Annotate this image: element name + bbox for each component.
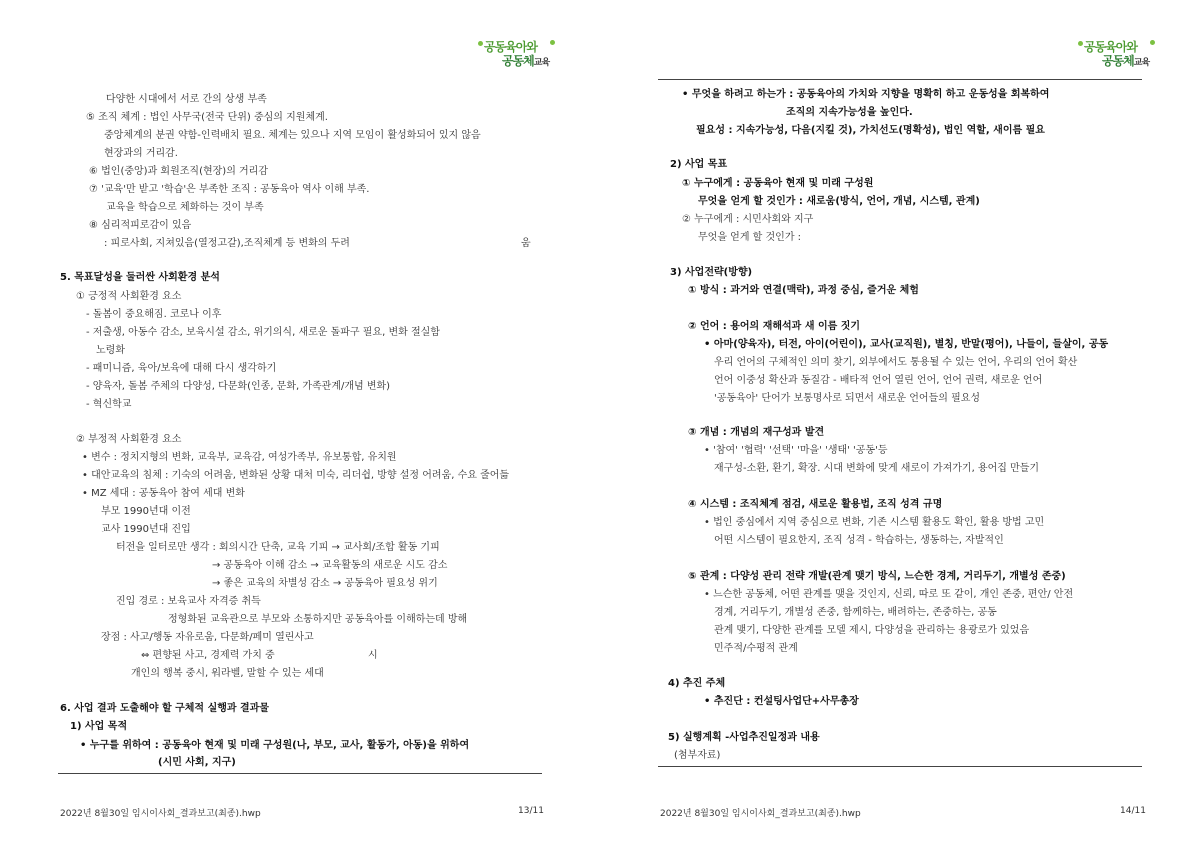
footer-page-number: 14/11 bbox=[1120, 806, 1146, 816]
divider-line bbox=[58, 773, 542, 774]
text-line: 진입 경로 : 보육교사 자격증 취득 bbox=[116, 596, 261, 607]
document-page-14 bbox=[600, 0, 1200, 849]
text-line: 교육을 학습으로 체화하는 것이 부족 bbox=[106, 202, 264, 213]
text-line: 터전을 일터로만 생각 : 회의시간 단축, 교육 기피 → 교사회/조합 활동 기피 bbox=[116, 542, 440, 553]
footer-filename: 2022년 8월30일 임시이사회_결과보고(최종).hwp bbox=[660, 809, 861, 819]
text-line: 장점 : 사고/행동 자유로움, 다문화/페미 열린사고 bbox=[101, 632, 314, 643]
text-line: • 변수 : 정치지형의 변화, 교육부, 교육감, 여성가족부, 유보통합, 유치원 bbox=[82, 452, 397, 463]
text-line: 부모 1990년대 이전 bbox=[101, 506, 191, 517]
text-line: • 아마(양육자), 터전, 아이(어린이), 교사(교직원), 별칭, 반말(평어), 나들이, 들살이, 공동 bbox=[704, 339, 1109, 350]
text-line: ⇔ 편향된 사고, 경제력 가치 중 bbox=[141, 650, 275, 661]
text-line: ① 누구에게 : 공동육아 현재 및 미래 구성원 bbox=[682, 178, 874, 189]
logo bbox=[478, 38, 558, 70]
text-line: • 느슨한 공동체, 어떤 관계를 맺을 것인지, 신뢰, 따로 또 같이, 개인 존중, 편안/ 안전 bbox=[704, 589, 1074, 600]
text-line: ⑦ '교육'만 받고 '학습'은 부족한 조직 : 공동육아 역사 이해 부족. bbox=[89, 184, 370, 195]
logo-text-main: 공동체 bbox=[502, 54, 534, 68]
text-line: • 대안교육의 침체 : 기숙의 어려움, 변화된 상황 대처 미숙, 리더쉽, 방향 설정 어려움, 수요 줄어듦 bbox=[82, 470, 510, 481]
text-line: ① 방식 : 과거와 연결(맥락), 과정 중심, 즐거운 체험 bbox=[688, 285, 919, 296]
text-line: 무엇을 얻게 할 것인가 : bbox=[698, 232, 802, 243]
logo-text-main: 공동체 bbox=[1102, 54, 1134, 68]
text-line: 개인의 행복 중시, 워라벨, 말할 수 있는 세대 bbox=[131, 668, 324, 679]
subsection-heading: 5) 실행계획 -사업추진일정과 내용 bbox=[668, 732, 820, 743]
text-line: ② 누구에게 : 시민사회와 지구 bbox=[682, 214, 814, 225]
text-line: ① 긍정적 사회환경 요소 bbox=[76, 291, 182, 302]
text-line: - 혁신학교 bbox=[86, 399, 132, 410]
text-line: 민주적/수평적 관계 bbox=[714, 643, 798, 654]
text-line: '공동육아' 단어가 보통명사로 되면서 새로운 언어들의 필요성 bbox=[714, 393, 981, 404]
logo-dot-icon bbox=[550, 40, 555, 45]
text-line: • 무엇을 하려고 하는가 : 공동육아의 가치와 지향을 명확히 하고 운동성을 회복하여 bbox=[682, 89, 1050, 100]
logo-text-line2 bbox=[1102, 52, 1149, 69]
subsection-heading: 1) 사업 목적 bbox=[70, 721, 128, 732]
text-line: 언어 이중성 확산과 동질감 - 배타적 언어 열린 언어, 언어 권력, 새로운 언어 bbox=[714, 375, 1043, 386]
subsection-heading: 3) 사업전략(방향) bbox=[670, 267, 753, 278]
text-line: 어떤 시스템이 필요한지, 조직 성격 - 학습하는, 생동하는, 자발적인 bbox=[714, 535, 1004, 546]
text-line: • '참여' '협력' '선택' '마을' '생태' '공동'등 bbox=[704, 445, 888, 456]
logo-text-line1: 공동육아와 bbox=[484, 40, 537, 54]
text-line: 교사 1990년대 진입 bbox=[101, 524, 191, 535]
text-line: 정형화된 교육관으로 부모와 소통하지만 공동육아를 이해하는데 방해 bbox=[168, 614, 468, 625]
text-line: ⑧ 심리적피로감이 있음 bbox=[89, 220, 192, 231]
text-line: ④ 시스템 : 조직체계 점검, 새로운 활용법, 조직 성격 규명 bbox=[688, 499, 943, 510]
logo-dot-icon bbox=[1078, 41, 1083, 46]
text-line: 노령화 bbox=[96, 345, 125, 356]
logo bbox=[1078, 38, 1158, 70]
text-line: 현장과의 거리감. bbox=[104, 148, 178, 159]
text-line: 시 bbox=[368, 650, 378, 661]
text-line: : 피로사회, 지쳐있음(열정고갈),조직체계 등 변화의 두려 bbox=[104, 238, 350, 249]
text-line: 움 bbox=[521, 238, 531, 249]
text-line: 경계, 거리두기, 개별성 존중, 함께하는, 배려하는, 존중하는, 공동 bbox=[714, 607, 997, 618]
text-line: 다양한 시대에서 서로 간의 상생 부족 bbox=[106, 94, 267, 105]
logo-text-line1: 공동육아와 bbox=[1084, 40, 1137, 54]
text-line: → 공동육아 이해 감소 → 교육활동의 새로운 시도 감소 bbox=[212, 560, 448, 571]
divider-line bbox=[658, 79, 1142, 80]
text-line: 관계 맺기, 다양한 관계를 모델 제시, 다양성을 관리하는 용광로가 있었음 bbox=[714, 625, 1030, 636]
logo-dot-icon bbox=[478, 41, 483, 46]
text-line: → 좋은 교육의 차별성 감소 → 공동육아 필요성 위기 bbox=[212, 578, 438, 589]
text-line: - 돌봄이 중요해짐. 코로나 이후 bbox=[86, 309, 222, 320]
logo-text-small: 교육 bbox=[1133, 58, 1150, 68]
logo-dot-icon bbox=[1150, 40, 1155, 45]
text-line: 재구성-소환, 환기, 확장. 시대 변화에 맞게 새로이 가져가기, 용어집 만들기 bbox=[714, 463, 1040, 474]
text-line: ③ 개념 : 개념의 재구성과 발견 bbox=[688, 427, 825, 438]
text-line: 무엇을 얻게 할 것인가 : 새로움(방식, 언어, 개념, 시스템, 관계) bbox=[698, 196, 980, 207]
divider-line bbox=[658, 766, 1142, 767]
section-heading: 5. 목표달성을 둘러싼 사회환경 분석 bbox=[60, 272, 220, 283]
text-line: ⑥ 법인(중앙)과 회원조직(현장)의 거리감 bbox=[89, 166, 269, 177]
text-line: 필요성 : 지속가능성, 다음(지킬 것), 가치선도(명확성), 법인 역할, 새이름 필요 bbox=[696, 125, 1045, 136]
logo-text-small: 교육 bbox=[533, 58, 550, 68]
logo-text-line2 bbox=[502, 52, 549, 69]
text-line: • 법인 중심에서 지역 중심으로 변화, 기존 시스템 활용도 확인, 활용 방법 고민 bbox=[704, 517, 1045, 528]
subsection-heading: 4) 추진 주체 bbox=[668, 678, 726, 689]
footer-page-number: 13/11 bbox=[518, 806, 544, 816]
text-line: ② 부정적 사회환경 요소 bbox=[76, 434, 182, 445]
text-line: ⑤ 관계 : 다양성 관리 전략 개발(관계 맺기 방식, 느슨한 경계, 거리두기, 개별성 존중) bbox=[688, 571, 1066, 582]
text-line: 우리 언어의 구체적인 의미 찾기, 외부에서도 통용될 수 있는 언어, 우리의 언어 확산 bbox=[714, 357, 1078, 368]
text-line: (첨부자료) bbox=[674, 750, 721, 761]
text-line: - 패미니즘, 육아/보육에 대해 다시 생각하기 bbox=[86, 363, 277, 374]
text-line: • 누구를 위하여 : 공동육아 현재 및 미래 구성원(나, 부모, 교사, 활동가, 아동)을 위하여 bbox=[80, 740, 470, 751]
text-line: - 양육자, 돌봄 주체의 다양성, 다문화(인종, 문화, 가족관계/개념 변화) bbox=[86, 381, 391, 392]
text-line: - 저출생, 아동수 감소, 보육시설 감소, 위기의식, 새로운 돌파구 필요, 변화 절실함 bbox=[86, 327, 440, 338]
text-line: (시민 사회, 지구) bbox=[158, 757, 236, 768]
section-heading: 6. 사업 결과 도출해야 할 구체적 실행과 결과물 bbox=[60, 703, 270, 714]
subsection-heading: 2) 사업 목표 bbox=[670, 159, 728, 170]
text-line: ② 언어 : 용어의 재해석과 새 이름 짓기 bbox=[688, 321, 861, 332]
text-line: 중앙체계의 분권 약함-인력배치 필요. 체계는 있으나 지역 모임이 활성화되어 있지 않음 bbox=[104, 130, 481, 141]
text-line: 조직의 지속가능성을 높인다. bbox=[786, 107, 913, 118]
text-line: ⑤ 조직 체계 : 법인 사무국(전국 단위) 중심의 지원체계. bbox=[86, 112, 328, 123]
text-line: • 추진단 : 컨설팅사업단+사무총장 bbox=[704, 696, 859, 707]
text-line: • MZ 세대 : 공동육아 참여 세대 변화 bbox=[82, 488, 245, 499]
footer-filename: 2022년 8월30일 임시이사회_결과보고(최종).hwp bbox=[60, 809, 261, 819]
